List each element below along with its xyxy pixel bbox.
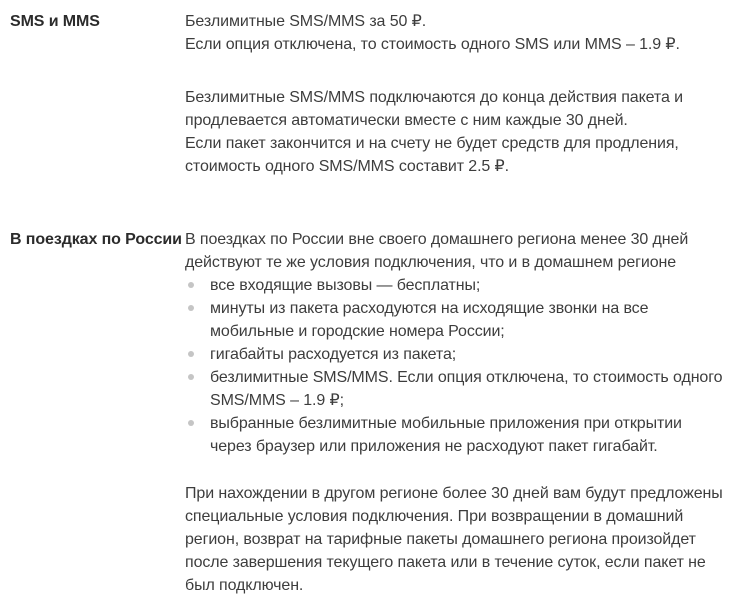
list-item-text: выбранные безлимитные мобильные приложения при открытии через браузер или приложения не расходуют пакет гигабайт. — [210, 415, 682, 455]
list-item-text: минуты из пакета расходуются на исходящие звонки на все мобильные и городские номера России; — [210, 300, 649, 340]
paragraph-line: Если пакет закончится и на счету не будет средств для продления, стоимость одного SMS/MMS составит 2.5 ₽. — [185, 135, 679, 175]
list-item — [185, 412, 725, 458]
bullet-icon — [188, 420, 194, 426]
paragraph-line: В поездках по России вне своего домашнего региона менее 30 дней действуют те же условия подключения, что и в домашнем регионе — [185, 231, 689, 271]
section-row — [10, 228, 725, 597]
paragraph — [185, 228, 725, 274]
bullet-list — [185, 274, 725, 458]
section-title: SMS и MMS — [10, 13, 100, 30]
bullet-icon — [188, 305, 194, 311]
section-heading-cell — [10, 228, 185, 251]
section-title: В поездках по России — [10, 231, 182, 248]
paragraph-line: Если опция отключена, то стоимость одного SMS или MMS – 1.9 ₽. — [185, 36, 680, 53]
paragraph — [185, 10, 725, 56]
section-row — [10, 10, 725, 178]
section-body-cell — [185, 10, 725, 178]
bullet-icon — [188, 351, 194, 357]
list-item-text: все входящие вызовы — бесплатны; — [210, 277, 481, 294]
section-body-cell — [185, 228, 725, 597]
list-item — [185, 366, 725, 412]
paragraph — [185, 482, 725, 597]
section-heading-cell — [10, 10, 185, 33]
bullet-icon — [188, 374, 194, 380]
list-item-text: гигабайты расходуется из пакета; — [210, 346, 457, 363]
list-item — [185, 343, 725, 366]
paragraph-line: Безлимитные SMS/MMS подключаются до конца действия пакета и продлевается автоматически вместе с ним каждые 30 дней. — [185, 89, 683, 129]
paragraph-line: Безлимитные SMS/MMS за 50 ₽. — [185, 13, 427, 30]
paragraph-line: При нахождении в другом регионе более 30 дней вам будут предложены специальные условия подключения. При возвращении в домашний регион, возврат на тарифные пакеты домашнего региона произойдет после завершения текущего пакета или в течение суток, если пакет не был подключен. — [185, 485, 723, 594]
list-item-text: безлимитные SMS/MMS. Если опция отключена, то стоимость одного SMS/MMS – 1.9 ₽; — [210, 369, 723, 409]
list-item — [185, 274, 725, 297]
bullet-icon — [188, 282, 194, 288]
paragraph — [185, 86, 725, 178]
list-item — [185, 297, 725, 343]
